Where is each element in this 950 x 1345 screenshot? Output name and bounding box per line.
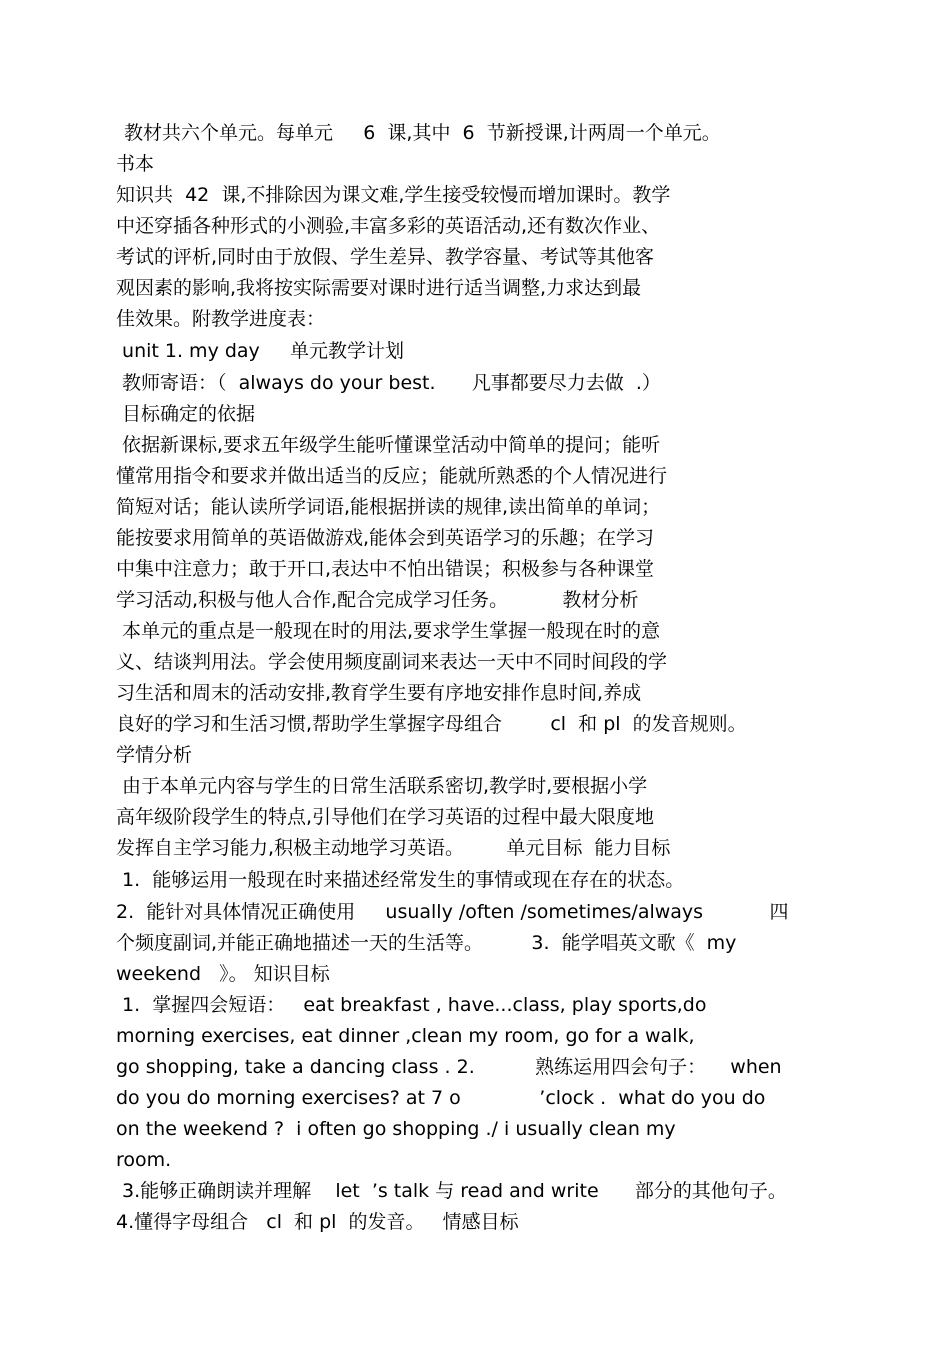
text-line-6: 观因素的影响,我将按实际需要对课时进行适当调整,力求达到最 (116, 277, 642, 299)
text-line-34: room. (116, 1149, 172, 1171)
text-line-36: 4.懂得字母组合 cl 和 pl 的发音。 情感目标 (116, 1211, 519, 1233)
text-line-17: 本单元的重点是一般现在时的用法,要求学生掌握一般现在时的意 (116, 620, 661, 642)
text-line-2: 书本 (116, 153, 155, 175)
text-line-5: 考试的评析,同时由于放假、学生差异、教学容量、考试等其他客 (116, 246, 655, 268)
text-line-18: 义、结谈判用法。学会使用频度副词来表达一天中不同时间段的学 (116, 651, 668, 673)
text-line-27: 个频度副词,并能正确地描述一天的生活等。 3. 能学唱英文歌《 my (116, 932, 737, 954)
text-line-14: 能按要求用简单的英语做游戏,能体会到英语学习的乐趣；在学习 (116, 527, 655, 549)
section-heading-analysis: 学情分析 (116, 744, 193, 766)
text-line-8: unit 1. my day 单元教学计划 (116, 340, 404, 362)
text-line-28: weekend 》。 知识目标 (116, 963, 330, 985)
text-line-31: go shopping, take a dancing class . 2. 熟练运用四会句子： when (116, 1056, 782, 1078)
text-line-20: 良好的学习和生活习惯,帮助学生掌握字母组合 cl 和 pl 的发音规则。 (116, 713, 747, 735)
text-line-35: 3.能够正确朗读并理解 let ’s talk 与 read and write 部分的其他句子。 (116, 1180, 787, 1202)
text-line-7: 佳效果。附教学进度表： (116, 308, 326, 330)
text-line-24: 发挥自主学习能力,积极主动地学习英语。 单元目标 能力目标 (116, 837, 671, 859)
text-line-22: 由于本单元内容与学生的日常生活联系密切,教学时,要根据小学 (116, 775, 648, 797)
text-line-23: 高年级阶段学生的特点,引导他们在学习英语的过程中最大限度地 (116, 806, 655, 828)
text-line-30: morning exercises, eat dinner ,clean my room, go for a walk, (116, 1025, 695, 1047)
text-line-25: 1. 能够运用一般现在时来描述经常发生的事情或现在存在的状态。 (116, 869, 685, 891)
text-line-32: do you do morning exercises? at 7 o ’clock . what do you do (116, 1087, 766, 1109)
text-line-12: 懂常用指令和要求并做出适当的反应；能就所熟悉的个人情况进行 (116, 465, 668, 487)
text-line-13: 简短对话；能认读所学词语,能根据拼读的规律,读出简单的单词； (116, 496, 661, 518)
text-line-4: 中还穿插各种形式的小测验,丰富多彩的英语活动,还有数次作业、 (116, 215, 661, 237)
text-line-3: 知识共 42 课,不排除因为课文难,学生接受较慢而增加课时。教学 (116, 184, 671, 206)
text-line-15: 中集中注意力；敢于开口,表达中不怕出错误；积极参与各种课堂 (116, 558, 655, 580)
text-line-1: 教材共六个单元。每单元 6 课,其中 6 节新授课,计两周一个单元。 (118, 122, 721, 144)
text-line-9: 教师寄语：（ always do your best. 凡事都要尽力去做 .） (116, 372, 661, 394)
text-line-33: on the weekend ? i often go shopping ./ i usually clean my (116, 1118, 676, 1140)
text-line-11: 依据新课标,要求五年级学生能听懂课堂活动中简单的提问；能听 (116, 434, 661, 456)
section-heading-basis: 目标确定的依据 (116, 403, 256, 425)
text-line-19: 习生活和周末的活动安排,教育学生要有序地安排作息时间,养成 (116, 682, 642, 704)
text-line-26: 2. 能针对具体情况正确使用 usually /often /sometimes/always 四 (116, 901, 789, 923)
text-line-29: 1. 掌握四会短语： eat breakfast , have...class, play sports,do (116, 994, 707, 1016)
text-line-16: 学习活动,积极与他人合作,配合完成学习任务。 教材分析 (116, 589, 639, 611)
